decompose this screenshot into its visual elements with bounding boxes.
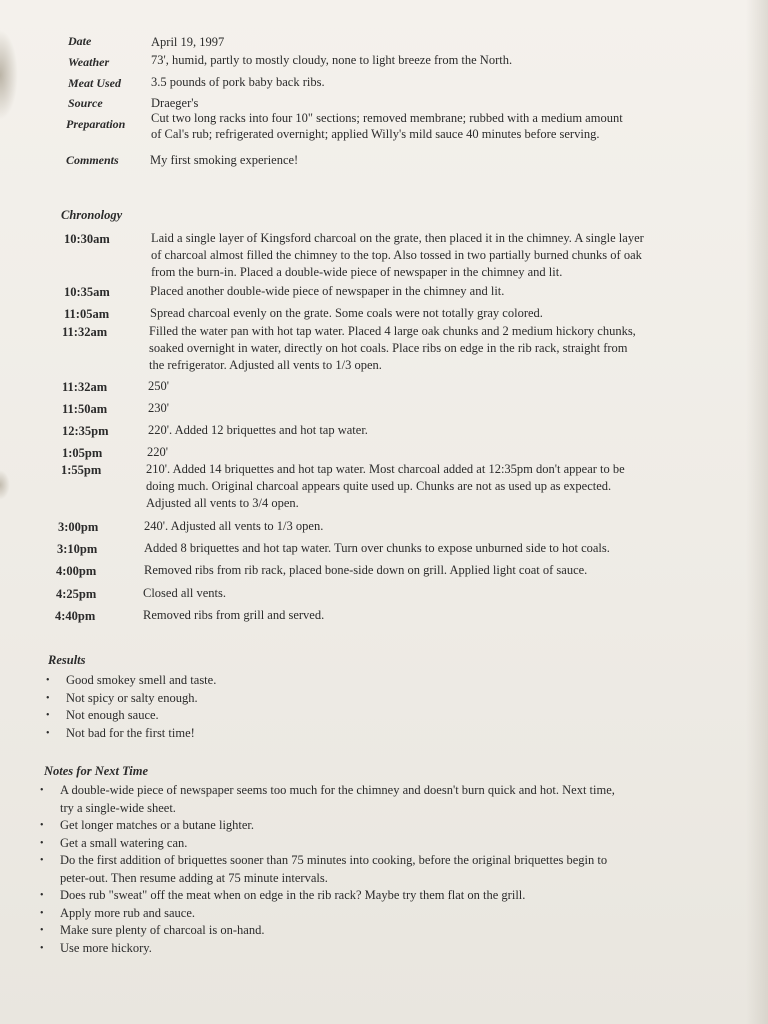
chronology-text: Spread charcoal evenly on the grate. Some coals were not totally gray colored. [150,306,543,320]
list-item [40,940,730,958]
notes-list [40,782,730,957]
page-edge [746,0,768,1024]
chronology-time: 3:10pm [57,542,98,556]
chronology-text: Removed ribs from grill and served. [143,608,325,622]
chronology-text: Added 8 briquettes and hot tap water. Turn over chunks to expose unburned side to hot coals. [144,541,610,555]
chronology-time: 4:40pm [55,609,96,623]
list-item-text: Do the first addition of briquettes sooner than 75 minutes into cooking, before the original briquettes begin to [60,853,608,867]
list-item-text: Use more hickory. [60,940,152,955]
bullet-icon: • [40,837,44,849]
list-item-text: Good smokey smell and taste. [66,673,217,687]
list-item [40,922,730,940]
bullet-icon: • [40,785,44,796]
chronology-time: 11:05am [64,307,110,321]
chronology-text: Filled the water pan with hot tap water. Placed 4 large oak chunks and 2 medium hickory chunks, [149,324,636,338]
binder-shadow [0,470,10,500]
chronology-time: 11:50am [62,402,108,416]
chronology-text: 240'. Adjusted all vents to 1/3 open. [144,519,324,533]
results-title: Results [48,653,86,667]
list-item-text: Make sure plenty of charcoal is on-hand. [60,923,265,937]
notes-title: Notes for Next Time [44,764,149,778]
date-label: Date [68,34,92,48]
chronology-time: 4:00pm [56,564,97,578]
list-item [40,817,730,835]
chronology-text: from the burn-in. Placed a double-wide piece of newspaper in the chimney and lit. [151,265,563,279]
list-item-text: Does rub "sweat" off the meat when on edge in the rib rack? Maybe try them flat on the grill. [60,888,526,902]
chronology-time: 12:35pm [62,424,109,438]
chronology-text: Adjusted all vents to 3/4 open. [146,496,299,510]
chronology-text: doing much. Original charcoal appears quite used up. Chunks are not as used up as expected. [146,479,612,493]
bullet-icon: • [46,692,50,704]
chronology-text: soaked overnight in water, directly on hot coals. Place ribs on edge in the rib rack, straight from [149,341,628,355]
chronology-text: 250' [148,379,170,393]
chronology-text: of charcoal almost filled the chimney to the top. Also tossed in two partially burned chunks of oak [151,248,642,262]
bullet-icon: • [40,890,44,901]
list-item [40,852,730,887]
source-value: Draeger's [151,96,199,110]
chronology-time: 3:00pm [58,520,99,534]
comments-label: Comments [66,153,119,167]
chronology-text: 210'. Added 14 briquettes and hot tap water. Most charcoal added at 12:35pm don't appear to be [146,462,625,476]
chronology-title: Chronology [61,208,123,222]
list-item [46,690,706,708]
bullet-icon: • [40,855,44,866]
list-item-text: Not spicy or salty enough. [66,690,198,705]
meat-value: 3.5 pounds of pork baby back ribs. [151,75,325,89]
results-list [46,672,706,742]
binder-shadow [0,30,18,120]
list-item-text: Get a small watering can. [60,835,188,850]
list-item [46,672,706,690]
chronology-time: 1:55pm [61,463,102,477]
list-item-text: A double-wide piece of newspaper seems too much for the chimney and doesn't burn quick and hot. Next time, [60,783,615,797]
chronology-time: 10:35am [64,285,110,299]
list-item [46,707,706,725]
list-item-text: Apply more rub and sauce. [60,905,196,920]
source-label: Source [68,96,103,110]
comments-value: My first smoking experience! [150,153,299,167]
list-item [46,725,706,743]
list-item-text: try a single-wide sheet. [60,800,176,815]
chronology-text: 220'. Added 12 briquettes and hot tap water. [148,423,368,437]
meat-label: Meat Used [68,76,121,90]
bullet-icon: • [40,820,44,831]
chronology-time: 11:32am [62,325,108,339]
list-item [40,835,730,853]
weather-value: 73', humid, partly to mostly cloudy, none to light breeze from the North. [151,53,513,67]
chronology-text: Placed another double-wide piece of newspaper in the chimney and lit. [150,284,505,298]
chronology-time: 10:30am [64,232,110,246]
chronology-text: Laid a single layer of Kingsford charcoal on the grate, then placed it in the chimney. A single layer [151,231,644,245]
chronology-text: the refrigerator. Adjusted all vents to 1/3 open. [149,358,382,372]
bullet-icon: • [46,710,50,721]
list-item-text: Not enough sauce. [66,708,159,722]
weather-label: Weather [68,55,110,69]
chronology-text: Removed ribs from rib rack, placed bone-side down on grill. Applied light coat of sauce. [144,563,588,577]
chronology-text: 230' [148,401,170,415]
preparation-label: Preparation [66,117,126,131]
list-item-text: peter-out. Then resume adding at 75 minute intervals. [60,870,328,885]
bullet-icon: • [46,727,50,739]
bullet-icon: • [40,925,44,936]
preparation-line2: of Cal's rub; refrigerated overnight; applied Willy's mild sauce 40 minutes before serving. [151,127,600,141]
list-item [40,782,730,817]
chronology-time: 11:32am [62,380,108,394]
list-item-text: Get longer matches or a butane lighter. [60,818,255,832]
date-value: April 19, 1997 [151,35,225,49]
chronology-text: 220' [147,445,169,459]
chronology-text: Closed all vents. [143,586,226,600]
bullet-icon: • [40,907,44,919]
bullet-icon: • [46,675,50,686]
list-item [40,905,730,923]
bullet-icon: • [40,942,44,954]
list-item [40,887,730,905]
chronology-time: 1:05pm [62,446,103,460]
chronology-time: 4:25pm [56,587,97,601]
preparation-line1: Cut two long racks into four 10" sections; removed membrane; rubbed with a medium amount [151,111,623,125]
list-item-text: Not bad for the first time! [66,725,195,740]
